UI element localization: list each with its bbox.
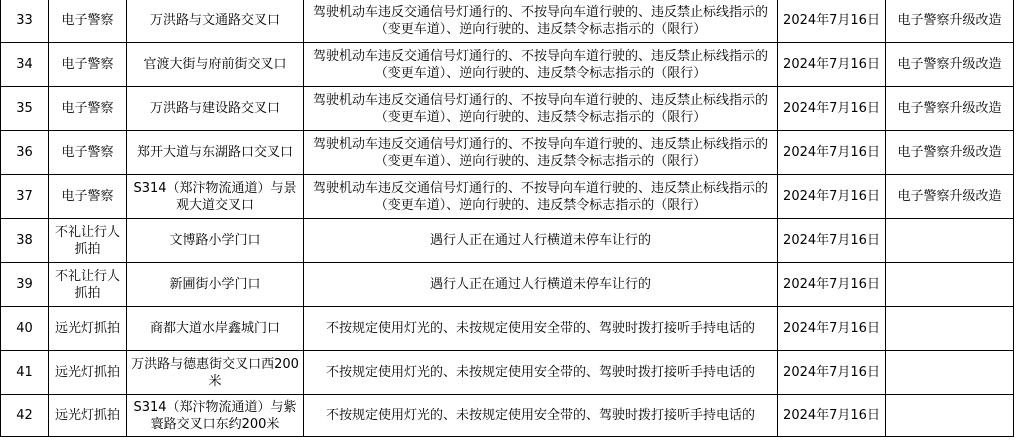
enable-date: 2024年7月16日	[778, 307, 886, 351]
violation-description: 驾驶机动车违反交通信号灯通行的、不按导向车道行驶的、违反禁止标线指示的（变更车道）、逆向行驶的、违反禁令标志指示的（限行）	[304, 87, 778, 131]
camera-location: 新圃街小学门口	[127, 263, 304, 307]
enable-date: 2024年7月16日	[778, 131, 886, 175]
row-number: 39	[1, 263, 49, 307]
enable-date: 2024年7月16日	[778, 175, 886, 219]
violation-description: 驾驶机动车违反交通信号灯通行的、不按导向车道行驶的、违反禁止标线指示的（变更车道）、逆向行驶的、违反禁令标志指示的（限行）	[304, 0, 778, 43]
camera-type: 电子警察	[49, 87, 127, 131]
camera-location: 商都大道水岸鑫城门口	[127, 307, 304, 351]
remark	[886, 351, 1014, 395]
remark: 电子警察升级改造	[886, 43, 1014, 87]
camera-type: 电子警察	[49, 131, 127, 175]
violation-description: 遇行人正在通过人行横道未停车让行的	[304, 263, 778, 307]
camera-type: 不礼让行人抓拍	[49, 263, 127, 307]
camera-location: 官渡大街与府前街交叉口	[127, 43, 304, 87]
camera-location: 万洪路与德惠街交叉口西200米	[127, 351, 304, 395]
table-row	[1, 43, 1014, 87]
violation-description: 遇行人正在通过人行横道未停车让行的	[304, 219, 778, 263]
table-row	[1, 307, 1014, 351]
camera-location: S314（郑汴物流通道）与紫寰路交叉口东约200米	[127, 395, 304, 437]
camera-location: 郑开大道与东湖路口交叉口	[127, 131, 304, 175]
camera-type: 电子警察	[49, 43, 127, 87]
remark	[886, 395, 1014, 437]
enable-date: 2024年7月16日	[778, 0, 886, 43]
camera-location: 万洪路与建设路交叉口	[127, 87, 304, 131]
table-row	[1, 0, 1014, 43]
row-number: 40	[1, 307, 49, 351]
camera-location: S314（郑汴物流通道）与景观大道交叉口	[127, 175, 304, 219]
table-row	[1, 219, 1014, 263]
camera-type: 远光灯抓拍	[49, 395, 127, 437]
remark: 电子警察升级改造	[886, 131, 1014, 175]
table-row	[1, 395, 1014, 437]
camera-location: 文博路小学门口	[127, 219, 304, 263]
remark	[886, 263, 1014, 307]
camera-location: 万洪路与文通路交叉口	[127, 0, 304, 43]
violation-description: 驾驶机动车违反交通信号灯通行的、不按导向车道行驶的、违反禁止标线指示的（变更车道）、逆向行驶的、违反禁令标志指示的（限行）	[304, 175, 778, 219]
row-number: 33	[1, 0, 49, 43]
camera-type: 远光灯抓拍	[49, 351, 127, 395]
enable-date: 2024年7月16日	[778, 43, 886, 87]
table-row	[1, 87, 1014, 131]
camera-type: 电子警察	[49, 175, 127, 219]
row-number: 38	[1, 219, 49, 263]
table-row	[1, 131, 1014, 175]
table-row	[1, 175, 1014, 219]
enable-date: 2024年7月16日	[778, 263, 886, 307]
violation-description: 不按规定使用灯光的、未按规定使用安全带的、驾驶时拨打接听手持电话的	[304, 395, 778, 437]
remark	[886, 307, 1014, 351]
row-number: 35	[1, 87, 49, 131]
camera-type: 不礼让行人抓拍	[49, 219, 127, 263]
camera-type: 远光灯抓拍	[49, 307, 127, 351]
row-number: 36	[1, 131, 49, 175]
violation-description: 不按规定使用灯光的、未按规定使用安全带的、驾驶时拨打接听手持电话的	[304, 351, 778, 395]
enable-date: 2024年7月16日	[778, 87, 886, 131]
remark	[886, 219, 1014, 263]
violation-description: 不按规定使用灯光的、未按规定使用安全带的、驾驶时拨打接听手持电话的	[304, 307, 778, 351]
table-row	[1, 263, 1014, 307]
remark: 电子警察升级改造	[886, 87, 1014, 131]
remark: 电子警察升级改造	[886, 175, 1014, 219]
enable-date: 2024年7月16日	[778, 395, 886, 437]
camera-type: 电子警察	[49, 0, 127, 43]
row-number: 37	[1, 175, 49, 219]
violation-description: 驾驶机动车违反交通信号灯通行的、不按导向车道行驶的、违反禁止标线指示的（变更车道）、逆向行驶的、违反禁令标志指示的（限行）	[304, 43, 778, 87]
row-number: 41	[1, 351, 49, 395]
enable-date: 2024年7月16日	[778, 219, 886, 263]
violation-description: 驾驶机动车违反交通信号灯通行的、不按导向车道行驶的、违反禁止标线指示的（变更车道）、逆向行驶的、违反禁令标志指示的（限行）	[304, 131, 778, 175]
remark: 电子警察升级改造	[886, 0, 1014, 43]
table-row	[1, 351, 1014, 395]
enable-date: 2024年7月16日	[778, 351, 886, 395]
row-number: 42	[1, 395, 49, 437]
row-number: 34	[1, 43, 49, 87]
